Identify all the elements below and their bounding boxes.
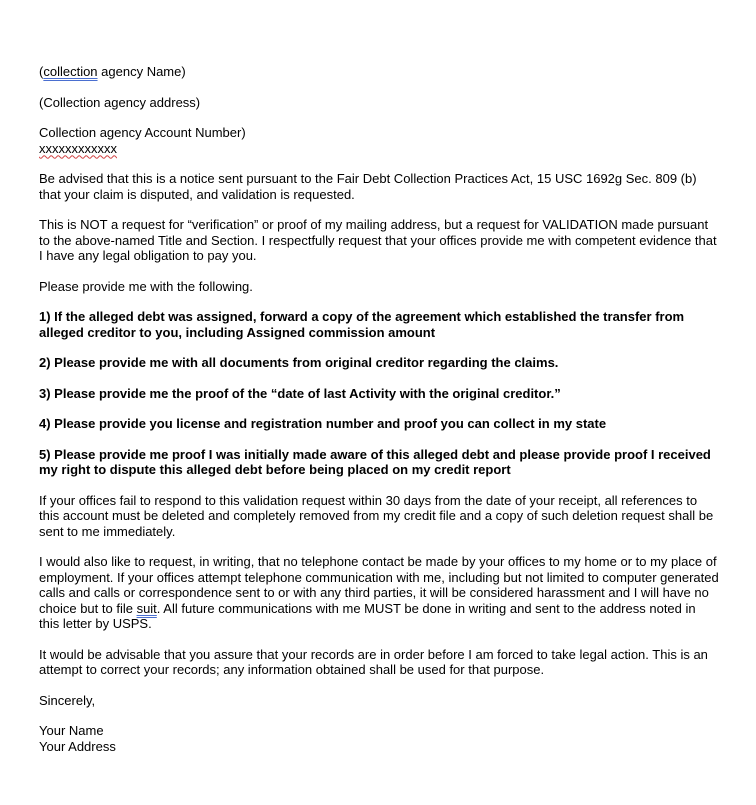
request-item-1: 1) If the alleged debt was assigned, forward a copy of the agreement which established the transfer from alleged creditor to you, including Assigned commission amount	[39, 309, 685, 340]
account-number-block	[39, 125, 719, 156]
request-item-3: 3) Please provide me the proof of the “date of last Activity with the original creditor.”	[39, 385, 561, 401]
closing: Sincerely,	[39, 692, 96, 708]
signature-address: Your Address	[39, 738, 116, 754]
flagged-word-suit[interactable]: suit	[136, 600, 157, 616]
paragraph-no-telephone-contact: I would also like to request, in writing, that no telephone contact be made by your offices to my home or to my place of employment. If your offices attempt telephone communication with me, including but not limited to computer generated calls and calls or correspondence sent to or with any third parties, it will be considered harassment and I will have no choice but to file suit. All future communications with me MUST be done in writing and sent to the address noted in this letter by USPS.	[39, 554, 719, 631]
paragraph-failure-to-respond: If your offices fail to respond to this validation request within 30 days from the date of your receipt, all references to this account must be deleted and completely removed from my credit file and a copy of such deletion request shall be sent to me immediately.	[39, 492, 714, 539]
account-number-value[interactable]: xxxxxxxxxxxx	[39, 140, 117, 156]
request-item-2: 2) Please provide me with all documents from original creditor regarding the claims.	[39, 355, 559, 370]
recipient-address: (Collection agency address)	[39, 94, 201, 110]
paragraph-provide-following: Please provide me with the following.	[39, 278, 253, 294]
recipient-name: (collection agency Name)	[39, 64, 186, 79]
signature-block	[39, 723, 719, 754]
request-item-5: 5) Please provide me proof I was initially made aware of this alleged debt and please provide proof I received my right to dispute this alleged debt before being placed on my credit report	[39, 446, 711, 477]
signature-name: Your Name	[39, 723, 104, 738]
letter-body	[39, 64, 719, 754]
account-number-label: Collection agency Account Number)	[39, 125, 246, 140]
paragraph-not-verification: This is NOT a request for “verification” or proof of my mailing address, but a request for VALIDATION made pursuant to the above-named Title and Section. I respectfully request that your offices provide me with competent evidence that I have any legal obligation to pay you.	[39, 217, 717, 263]
recipient-name-flagged-word[interactable]: collection	[43, 64, 98, 79]
paragraph-notice: Be advised that this is a notice sent pursuant to the Fair Debt Collection Practices Act, 15 USC 1692g Sec. 809 (b) that your claim is disputed, and validation is requested.	[39, 171, 697, 202]
paragraph-records: It would be advisable that you assure that your records are in order before I am forced to take legal action. This is an attempt to correct your records; any information obtained shall be used for that purpose.	[39, 646, 708, 677]
request-item-4: 4) Please provide you license and registration number and proof you can collect in my state	[39, 416, 607, 431]
